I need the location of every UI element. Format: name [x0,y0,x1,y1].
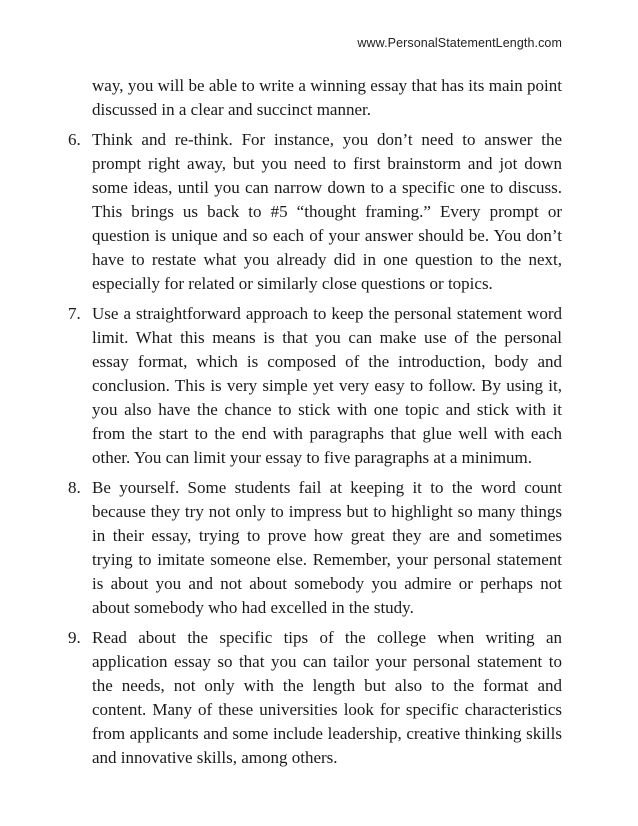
list-item-number: 8. [68,478,81,497]
list-item-6 [68,128,562,296]
list-item-text: Think and re-think. For instance, you don’t need to answer the prompt right away, but you need to first brainstorm and jot down some ideas, until you can narrow down to a specific one to discuss. This brings us back to #5 “thought framing.” Every prompt or question is unique and so each of your answer should be. You don’t have to restate what you already did in one question to the next, especially for related or similarly close questions or topics. [92,130,562,293]
list-item-number: 9. [68,628,81,647]
document-body [68,74,562,770]
list-item-number: 7. [68,304,81,323]
list-item-9 [68,626,562,770]
list-item-8 [68,476,562,620]
list-item-text: Be yourself. Some students fail at keeping it to the word count because they try not only to impress but to highlight so many things in their essay, trying to prove how great they are and sometimes trying to imitate someone else. Remember, your personal statement is about you and not about somebody you admire or perhaps not about somebody who had excelled in the study. [92,478,562,617]
header-url[interactable]: www.PersonalStatementLength.com [357,36,562,50]
list-item-text: Use a straightforward approach to keep the personal statement word limit. What this means is that you can make use of the personal essay format, which is composed of the introduction, body and conclusion. This is very simple yet very easy to follow. By using it, you also have the chance to stick with one topic and stick with it from the start to the end with paragraphs that glue well with each other. You can limit your essay to five paragraphs at a minimum. [92,304,562,467]
list-item-number: 6. [68,130,81,149]
intro-paragraph: way, you will be able to write a winning essay that has its main point discussed in a clear and succinct manner. [92,76,562,119]
list-item-text: Read about the specific tips of the college when writing an application essay so that you can tailor your personal statement to the needs, not only with the length but also to the format and content. Many of these universities look for specific characteristics from applicants and some include leadership, creative thinking skills and innovative skills, among others. [92,628,562,767]
list-item-7 [68,302,562,470]
